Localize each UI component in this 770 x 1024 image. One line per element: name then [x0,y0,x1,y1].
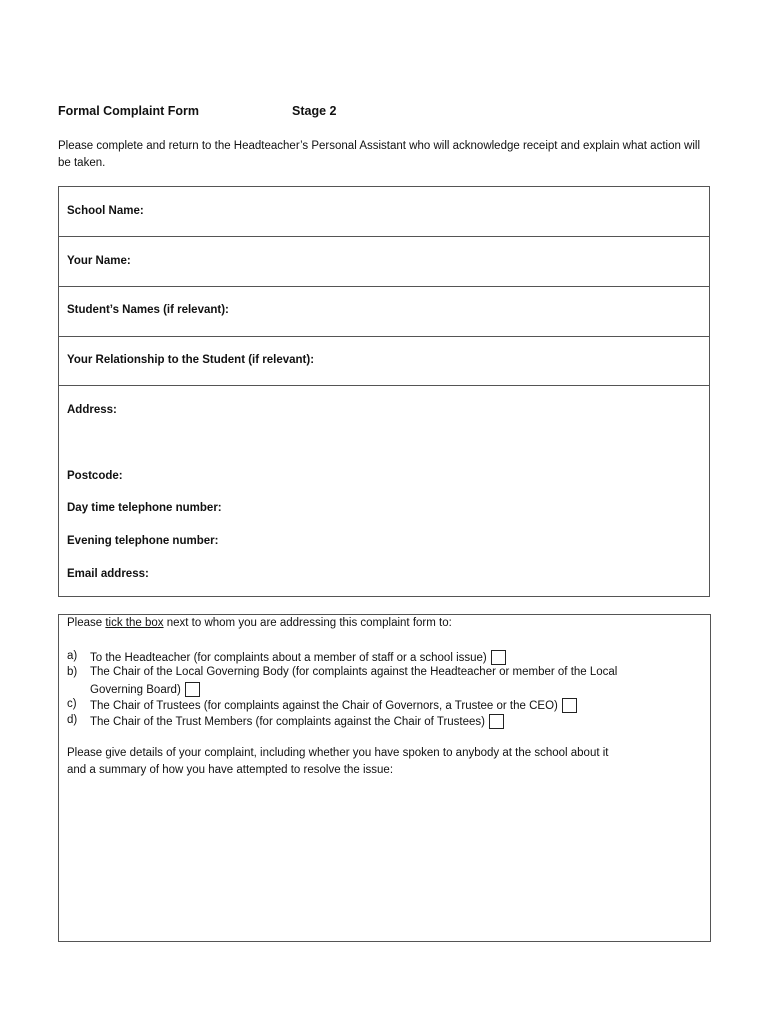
option-c-checkbox[interactable] [562,698,577,713]
option-b [90,682,200,697]
form-title: Formal Complaint Form [58,104,199,118]
option-a-text: To the Headteacher (for complaints about a member of staff or a school issue) [90,652,487,664]
option-b-text-2: Governing Board) [90,684,181,696]
relationship-row[interactable] [59,337,709,386]
details-instruction-1: Please give details of your complaint, including whether you have spoken to anybody at the school about it [67,747,609,759]
postcode-label: Postcode: [67,470,123,482]
day-phone-label: Day time telephone number: [67,502,222,514]
option-c-letter: c) [67,698,77,710]
option-a-letter: a) [67,650,78,662]
details-instruction-2: and a summary of how you have attempted to resolve the issue: [67,764,394,776]
option-d-text: The Chair of the Trust Members (for complaints against the Chair of Trustees) [90,716,485,728]
contact-details-box [58,186,710,597]
form-header [58,104,337,118]
instruction-pre: Please [67,617,106,629]
stage-label: Stage 2 [292,104,337,118]
complaint-details-area[interactable] [67,787,701,935]
option-d [90,714,504,729]
students-names-row[interactable] [59,287,709,337]
instruction-post: next to whom you are addressing this complaint form to: [163,617,452,629]
school-name-row[interactable] [59,187,709,237]
addressee-instruction [67,617,452,629]
option-a-checkbox[interactable] [491,650,506,665]
option-d-checkbox[interactable] [489,714,504,729]
evening-phone-label: Evening telephone number: [67,535,219,547]
relationship-label: Your Relationship to the Student (if relevant): [67,354,315,366]
school-name-label: School Name: [67,205,144,217]
option-b-checkbox[interactable] [185,682,200,697]
instruction-underlined: tick the box [105,617,164,629]
complaint-details-box [58,614,711,942]
address-label: Address: [67,404,117,416]
option-b-text: The Chair of the Local Governing Body (for complaints against the Headteacher or member of the Local [90,666,618,678]
your-name-label: Your Name: [67,255,131,267]
intro-text: Please complete and return to the Headteacher’s Personal Assistant who will acknowledge receipt and explain what action will be taken. [58,140,701,169]
students-names-label: Student’s Names (if relevant): [67,304,229,316]
option-d-letter: d) [67,714,78,726]
option-b-letter: b) [67,666,78,678]
option-c-text: The Chair of Trustees (for complaints against the Chair of Governors, a Trustee or the CEO) [90,700,558,712]
option-a [90,650,506,665]
your-name-row[interactable] [59,237,709,287]
email-label: Email address: [67,568,149,580]
option-c [90,698,577,713]
